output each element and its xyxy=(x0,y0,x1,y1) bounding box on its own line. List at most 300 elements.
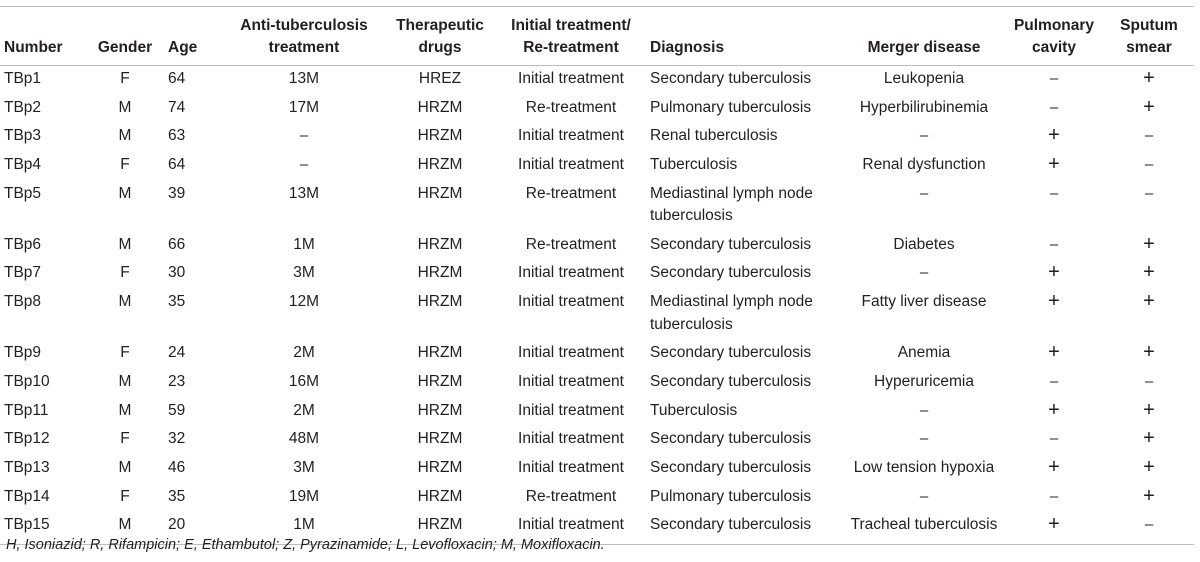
cell-drugs-text: HRZM xyxy=(417,264,463,282)
cell-drugs-text: HRZM xyxy=(417,184,463,202)
cell-diagnosis-text: Secondary tuberculosis xyxy=(650,235,812,253)
cell-anti_tb-text: 16M xyxy=(288,372,320,390)
cell-diagnosis-text: Mediastinal lymph node tuberculosis xyxy=(650,184,813,225)
cell-number xyxy=(0,398,86,427)
cell-sputum-text: + xyxy=(1143,95,1155,118)
cell-drugs-text: HREZ xyxy=(418,70,462,87)
cell-gender-text: M xyxy=(118,98,132,116)
cell-merger-text: Diabetes xyxy=(893,235,955,253)
cell-merger-text: Hyperbilirubinemia xyxy=(859,98,989,116)
cell-gender xyxy=(86,398,164,427)
cell-number xyxy=(0,369,86,398)
cell-initial-text: Re-treatment xyxy=(525,235,617,253)
cell-diagnosis xyxy=(646,426,844,455)
cell-gender xyxy=(86,232,164,261)
cell-initial xyxy=(496,340,646,369)
cell-cavity-text: – xyxy=(1049,98,1059,116)
cell-initial xyxy=(496,232,646,261)
cell-drugs-text: HRZM xyxy=(417,127,463,145)
cell-drugs xyxy=(384,66,496,95)
cell-age xyxy=(164,289,224,340)
table-row xyxy=(0,66,1194,95)
cell-sputum-text: + xyxy=(1143,341,1155,364)
cell-age-text: 64 xyxy=(168,156,186,174)
cell-number-text: TBp3 xyxy=(4,127,42,145)
cell-sputum xyxy=(1104,232,1194,261)
cell-drugs-text: HRZM xyxy=(417,516,463,534)
cell-diagnosis xyxy=(646,123,844,152)
cell-diagnosis xyxy=(646,289,844,340)
cell-sputum xyxy=(1104,340,1194,369)
cell-merger xyxy=(844,66,1004,95)
cell-age xyxy=(164,369,224,398)
cell-merger xyxy=(844,232,1004,261)
cell-merger-text: – xyxy=(919,487,929,505)
cell-initial-text: Initial treatment xyxy=(518,401,624,419)
cell-number-text: TBp5 xyxy=(4,184,42,202)
cell-gender-text: F xyxy=(120,487,130,505)
cell-merger-text: Tracheal tuberculosis xyxy=(850,516,998,534)
cell-anti_tb-text: – xyxy=(299,156,309,174)
cell-initial xyxy=(496,289,646,340)
cell-anti_tb xyxy=(224,455,384,484)
cell-merger xyxy=(844,95,1004,124)
cell-age xyxy=(164,455,224,484)
column-header-drugs: Therapeutic drugs xyxy=(384,7,496,66)
column-header-cavity: Pulmonary cavity xyxy=(1004,7,1104,66)
cell-diagnosis-text: Secondary tuberculosis xyxy=(650,458,812,476)
cell-number xyxy=(0,66,86,95)
cell-cavity-text: + xyxy=(1048,513,1060,536)
cell-initial xyxy=(496,181,646,232)
cell-gender-text: M xyxy=(118,293,132,311)
column-header-initial: Initial treatment/ Re-treatment xyxy=(496,7,646,66)
cell-merger-text: Leukopenia xyxy=(883,70,965,87)
cell-drugs xyxy=(384,152,496,181)
cell-age-text: 46 xyxy=(168,458,186,476)
cell-sputum-text: + xyxy=(1143,232,1155,255)
cell-age xyxy=(164,484,224,513)
cell-anti_tb xyxy=(224,232,384,261)
cell-initial-text: Re-treatment xyxy=(525,98,617,116)
cell-gender xyxy=(86,152,164,181)
cell-diagnosis xyxy=(646,484,844,513)
cell-gender-text: M xyxy=(118,516,132,534)
cell-age-text: 64 xyxy=(168,70,186,87)
cell-initial-text: Re-treatment xyxy=(525,487,617,505)
table-row xyxy=(0,181,1194,232)
cell-number xyxy=(0,260,86,289)
cell-cavity xyxy=(1004,398,1104,427)
cell-number xyxy=(0,289,86,340)
table-footnote: H, Isoniazid; R, Rifampicin; E, Ethambutol; Z, Pyrazinamide; L, Levofloxacin; M, Moxifloxacin. xyxy=(6,537,605,553)
cell-merger-text: – xyxy=(919,127,929,145)
cell-anti_tb-text: 3M xyxy=(293,264,315,282)
cell-cavity xyxy=(1004,181,1104,232)
cell-anti_tb xyxy=(224,340,384,369)
cell-merger-text: – xyxy=(919,184,929,202)
cell-age xyxy=(164,123,224,152)
cell-initial xyxy=(496,455,646,484)
cell-diagnosis xyxy=(646,398,844,427)
cell-sputum-text: + xyxy=(1143,261,1155,284)
column-header-diagnosis: Diagnosis xyxy=(646,7,844,66)
table-row xyxy=(0,455,1194,484)
cell-cavity xyxy=(1004,289,1104,340)
table-body xyxy=(0,66,1194,545)
cell-sputum xyxy=(1104,123,1194,152)
cell-initial xyxy=(496,426,646,455)
cell-gender-text: M xyxy=(118,372,132,390)
cell-sputum-text: + xyxy=(1143,290,1155,313)
cell-cavity xyxy=(1004,123,1104,152)
cell-drugs xyxy=(384,455,496,484)
table-header-row xyxy=(0,7,1194,66)
cell-initial-text: Initial treatment xyxy=(518,127,624,145)
cell-gender xyxy=(86,340,164,369)
cell-drugs-text: HRZM xyxy=(417,344,463,362)
cell-age-text: 32 xyxy=(168,430,186,448)
cell-merger xyxy=(844,123,1004,152)
cell-cavity xyxy=(1004,484,1104,513)
cell-cavity xyxy=(1004,95,1104,124)
cell-number xyxy=(0,232,86,261)
cell-diagnosis xyxy=(646,152,844,181)
cell-anti_tb xyxy=(224,260,384,289)
cell-sputum-text: + xyxy=(1143,398,1155,421)
cell-cavity-text: + xyxy=(1048,153,1060,176)
cell-number-text: TBp10 xyxy=(4,372,50,390)
column-header-merger: Merger disease xyxy=(844,7,1004,66)
table-row xyxy=(0,426,1194,455)
cell-anti_tb-text: 1M xyxy=(293,235,315,253)
cell-number-text: TBp7 xyxy=(4,264,42,282)
cell-number xyxy=(0,95,86,124)
cell-anti_tb xyxy=(224,66,384,95)
cell-sputum xyxy=(1104,66,1194,95)
cell-gender-text: F xyxy=(120,344,130,362)
cell-cavity-text: + xyxy=(1048,124,1060,147)
cell-age xyxy=(164,181,224,232)
cell-cavity-text: + xyxy=(1048,341,1060,364)
cell-anti_tb xyxy=(224,398,384,427)
cell-diagnosis-text: Secondary tuberculosis xyxy=(650,264,812,282)
cell-anti_tb-text: 12M xyxy=(288,293,320,311)
cell-anti_tb-text: – xyxy=(299,127,309,145)
cell-cavity-text: + xyxy=(1048,261,1060,284)
cell-drugs-text: HRZM xyxy=(417,430,463,448)
cell-initial-text: Re-treatment xyxy=(525,184,617,202)
cell-diagnosis-text: Secondary tuberculosis xyxy=(650,516,812,534)
cell-anti_tb xyxy=(224,426,384,455)
cell-gender-text: M xyxy=(118,458,132,476)
cell-cavity-text: + xyxy=(1048,455,1060,478)
cell-anti_tb-text: 17M xyxy=(288,98,320,116)
cell-cavity-text: – xyxy=(1049,70,1059,87)
cell-initial-text: Initial treatment xyxy=(518,372,624,390)
cell-drugs-text: HRZM xyxy=(417,293,463,311)
cell-gender xyxy=(86,369,164,398)
cell-merger xyxy=(844,398,1004,427)
cell-cavity-text: + xyxy=(1048,398,1060,421)
cell-gender xyxy=(86,484,164,513)
cell-diagnosis xyxy=(646,512,844,545)
table-row xyxy=(0,123,1194,152)
cell-merger xyxy=(844,426,1004,455)
cell-anti_tb-text: 3M xyxy=(293,458,315,476)
cell-merger xyxy=(844,260,1004,289)
cell-anti_tb xyxy=(224,484,384,513)
cell-sputum-text: + xyxy=(1143,67,1155,89)
cell-drugs xyxy=(384,232,496,261)
cell-diagnosis-text: Secondary tuberculosis xyxy=(650,372,812,390)
cell-drugs xyxy=(384,484,496,513)
cell-number-text: TBp15 xyxy=(4,516,50,534)
cell-number xyxy=(0,484,86,513)
cell-gender xyxy=(86,289,164,340)
cell-gender-text: M xyxy=(118,235,132,253)
cell-number xyxy=(0,426,86,455)
cell-anti_tb-text: 13M xyxy=(288,184,320,202)
cell-drugs xyxy=(384,289,496,340)
cell-merger-text: – xyxy=(919,430,929,448)
cell-cavity xyxy=(1004,455,1104,484)
cell-cavity-text: – xyxy=(1049,235,1059,253)
cell-sputum xyxy=(1104,95,1194,124)
cell-number-text: TBp1 xyxy=(4,70,42,87)
cell-initial-text: Initial treatment xyxy=(518,293,624,311)
cell-age xyxy=(164,340,224,369)
cell-age-text: 39 xyxy=(168,184,186,202)
cell-age xyxy=(164,232,224,261)
cell-cavity xyxy=(1004,340,1104,369)
cell-diagnosis-text: Secondary tuberculosis xyxy=(650,70,812,87)
table-row xyxy=(0,232,1194,261)
cell-initial xyxy=(496,398,646,427)
cell-initial xyxy=(496,152,646,181)
cell-drugs-text: HRZM xyxy=(417,401,463,419)
cell-merger xyxy=(844,484,1004,513)
cell-anti_tb-text: 48M xyxy=(288,430,320,448)
cell-cavity-text: – xyxy=(1049,372,1059,390)
cell-diagnosis xyxy=(646,232,844,261)
cell-anti_tb-text: 1M xyxy=(293,516,315,534)
cell-gender xyxy=(86,181,164,232)
cell-number-text: TBp11 xyxy=(4,401,49,419)
cell-cavity-text: – xyxy=(1049,487,1059,505)
cell-age-text: 24 xyxy=(168,344,186,362)
column-header-number: Number xyxy=(0,7,86,66)
cell-merger xyxy=(844,181,1004,232)
cell-number xyxy=(0,123,86,152)
cell-gender xyxy=(86,66,164,95)
cell-anti_tb xyxy=(224,369,384,398)
table-row xyxy=(0,152,1194,181)
cell-cavity xyxy=(1004,260,1104,289)
cell-cavity xyxy=(1004,232,1104,261)
cell-diagnosis xyxy=(646,260,844,289)
cell-drugs xyxy=(384,123,496,152)
table-row xyxy=(0,340,1194,369)
table-row xyxy=(0,398,1194,427)
cell-number-text: TBp12 xyxy=(4,430,50,448)
cell-sputum xyxy=(1104,152,1194,181)
cell-merger xyxy=(844,512,1004,545)
cell-gender-text: M xyxy=(118,184,132,202)
cell-initial xyxy=(496,369,646,398)
cell-initial xyxy=(496,484,646,513)
cell-number-text: TBp2 xyxy=(4,98,42,116)
cell-drugs-text: HRZM xyxy=(417,235,463,253)
cell-age xyxy=(164,426,224,455)
cell-drugs-text: HRZM xyxy=(417,487,463,505)
cell-anti_tb-text: 2M xyxy=(293,344,315,362)
cell-drugs xyxy=(384,95,496,124)
cell-cavity xyxy=(1004,426,1104,455)
cell-sputum xyxy=(1104,426,1194,455)
cell-number-text: TBp9 xyxy=(4,344,42,362)
cell-merger-text: – xyxy=(919,401,929,419)
cell-age-text: 20 xyxy=(168,516,186,534)
cell-drugs-text: HRZM xyxy=(417,98,463,116)
cell-sputum xyxy=(1104,181,1194,232)
cell-diagnosis-text: Secondary tuberculosis xyxy=(650,344,812,362)
cell-age-text: 30 xyxy=(168,264,186,282)
cell-diagnosis-text: Tuberculosis xyxy=(650,156,738,174)
cell-cavity xyxy=(1004,66,1104,95)
cell-drugs xyxy=(384,426,496,455)
cell-number xyxy=(0,340,86,369)
cell-diagnosis-text: Renal tuberculosis xyxy=(650,127,778,145)
cell-drugs xyxy=(384,369,496,398)
cell-drugs xyxy=(384,340,496,369)
cell-gender-text: F xyxy=(120,156,130,174)
cell-gender xyxy=(86,260,164,289)
cell-initial-text: Initial treatment xyxy=(518,516,624,534)
cell-sputum-text: – xyxy=(1144,127,1154,145)
cell-anti_tb xyxy=(224,123,384,152)
cell-age xyxy=(164,95,224,124)
cell-cavity-text: + xyxy=(1048,290,1060,313)
cell-number-text: TBp14 xyxy=(4,487,50,505)
cell-sputum-text: – xyxy=(1144,372,1154,390)
cell-age-text: 66 xyxy=(168,235,186,253)
cell-sputum xyxy=(1104,484,1194,513)
cell-drugs-text: HRZM xyxy=(417,372,463,390)
cell-anti_tb xyxy=(224,152,384,181)
cell-anti_tb-text: 2M xyxy=(293,401,315,419)
cell-cavity xyxy=(1004,152,1104,181)
cell-merger xyxy=(844,455,1004,484)
table-row xyxy=(0,260,1194,289)
cell-age-text: 23 xyxy=(168,372,186,390)
column-header-age: Age xyxy=(164,7,224,66)
cell-age xyxy=(164,152,224,181)
column-header-anti_tb: Anti-tuberculosis treatment xyxy=(224,7,384,66)
cell-gender xyxy=(86,95,164,124)
column-header-gender: Gender xyxy=(86,7,164,66)
cell-sputum xyxy=(1104,260,1194,289)
cell-initial-text: Initial treatment xyxy=(518,430,624,448)
cell-drugs-text: HRZM xyxy=(417,156,463,174)
table-row xyxy=(0,484,1194,513)
cell-merger-text: Hyperuricemia xyxy=(874,372,974,390)
cell-initial-text: Initial treatment xyxy=(518,264,624,282)
cell-sputum xyxy=(1104,289,1194,340)
patient-table xyxy=(0,6,1194,545)
cell-drugs xyxy=(384,398,496,427)
cell-merger-text: Fatty liver disease xyxy=(861,293,987,311)
cell-cavity-text: – xyxy=(1049,430,1059,448)
table-row xyxy=(0,95,1194,124)
cell-diagnosis xyxy=(646,95,844,124)
cell-initial xyxy=(496,123,646,152)
cell-sputum-text: + xyxy=(1143,484,1155,507)
cell-sputum xyxy=(1104,512,1194,545)
cell-initial-text: Initial treatment xyxy=(518,458,624,476)
cell-sputum-text: + xyxy=(1143,427,1155,450)
cell-gender-text: M xyxy=(118,401,132,419)
cell-age-text: 35 xyxy=(168,487,186,505)
cell-gender-text: M xyxy=(118,127,132,145)
cell-gender-text: F xyxy=(120,264,130,282)
cell-age-text: 59 xyxy=(168,401,186,419)
cell-sputum-text: + xyxy=(1143,455,1155,478)
cell-merger-text: Anemia xyxy=(897,344,951,362)
cell-sputum-text: – xyxy=(1144,516,1154,534)
cell-diagnosis-text: Secondary tuberculosis xyxy=(650,430,812,448)
cell-number-text: TBp13 xyxy=(4,458,50,476)
cell-anti_tb xyxy=(224,289,384,340)
cell-drugs-text: HRZM xyxy=(417,458,463,476)
cell-sputum xyxy=(1104,398,1194,427)
cell-diagnosis xyxy=(646,340,844,369)
cell-gender xyxy=(86,123,164,152)
cell-diagnosis xyxy=(646,455,844,484)
cell-anti_tb xyxy=(224,95,384,124)
cell-gender-text: F xyxy=(120,430,130,448)
table-row xyxy=(0,289,1194,340)
cell-number-text: TBp4 xyxy=(4,156,42,174)
table-row xyxy=(0,369,1194,398)
cell-sputum-text: – xyxy=(1144,184,1154,202)
cell-initial xyxy=(496,260,646,289)
cell-number-text: TBp6 xyxy=(4,235,42,253)
cell-initial-text: Initial treatment xyxy=(518,156,624,174)
cell-merger-text: Renal dysfunction xyxy=(862,156,986,174)
cell-age-text: 74 xyxy=(168,98,186,116)
cell-sputum xyxy=(1104,369,1194,398)
cell-merger-text: Low tension hypoxia xyxy=(853,458,995,476)
cell-diagnosis-text: Mediastinal lymph node tuberculosis xyxy=(650,293,813,333)
cell-merger xyxy=(844,369,1004,398)
cell-gender xyxy=(86,455,164,484)
cell-anti_tb-text: 13M xyxy=(288,70,320,87)
cell-cavity xyxy=(1004,369,1104,398)
cell-diagnosis-text: Pulmonary tuberculosis xyxy=(650,487,812,505)
cell-merger xyxy=(844,289,1004,340)
cell-merger xyxy=(844,152,1004,181)
cell-number xyxy=(0,181,86,232)
cell-anti_tb-text: 19M xyxy=(288,487,320,505)
cell-cavity-text: – xyxy=(1049,184,1059,202)
cell-merger-text: – xyxy=(919,264,929,282)
cell-merger xyxy=(844,340,1004,369)
cell-diagnosis xyxy=(646,66,844,95)
cell-age-text: 35 xyxy=(168,293,186,311)
cell-diagnosis-text: Pulmonary tuberculosis xyxy=(650,98,812,116)
cell-drugs xyxy=(384,260,496,289)
